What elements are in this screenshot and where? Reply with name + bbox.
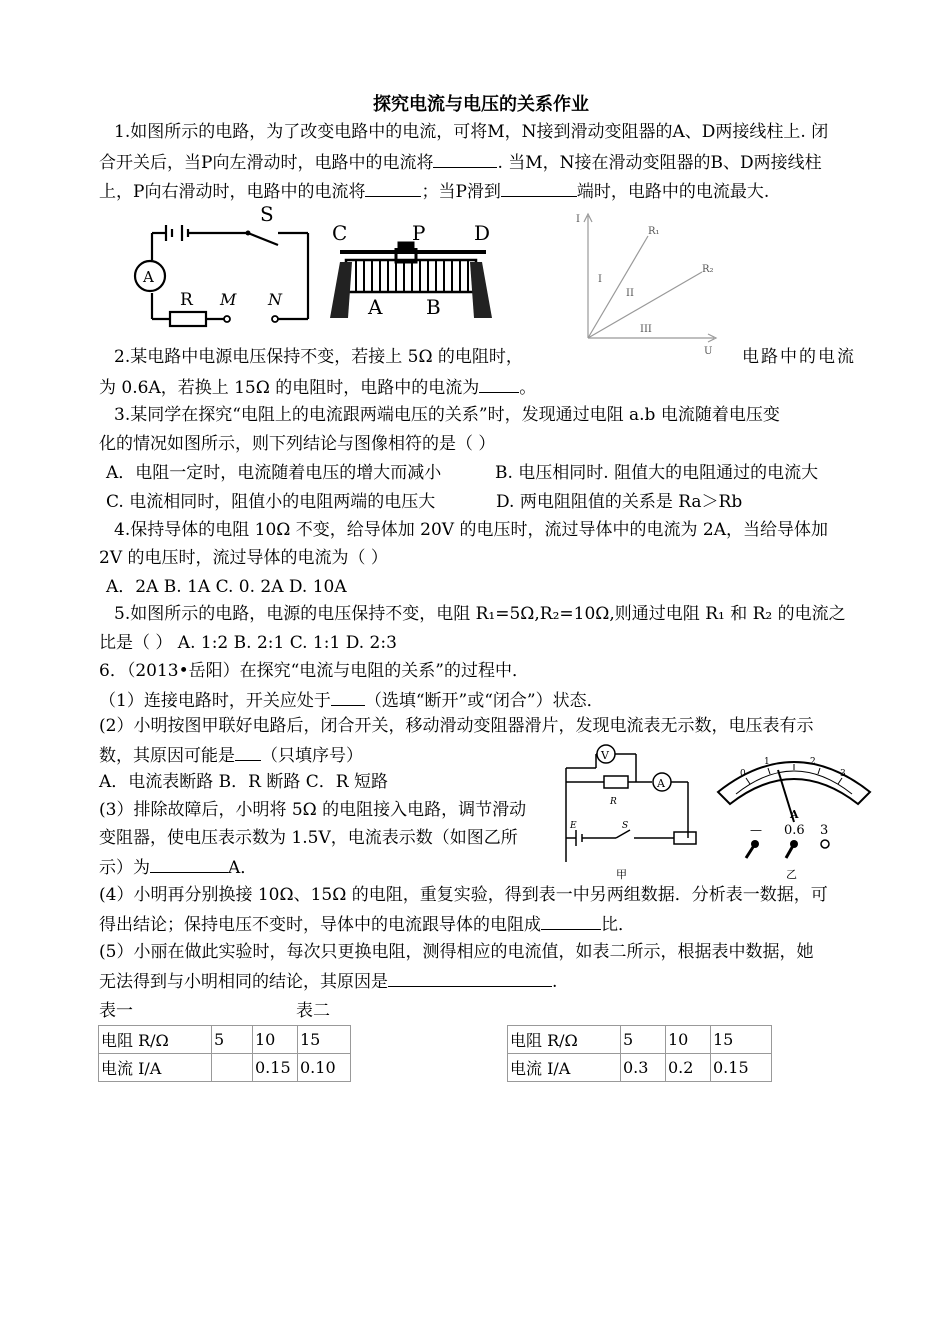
table-cell: 10 [253, 1026, 298, 1054]
graph-region-1-label: I [598, 274, 602, 285]
dial-scale-3: 3 [840, 769, 846, 779]
q5-line1: 5.如图所示的电路，电源的电压保持不变，电阻 R₁=5Ω,R₂=10Ω,则通过电阻 R₁ 和 R₂ 的电流之 [114, 604, 846, 624]
resistor-label: R [610, 797, 617, 807]
resistor-label: R [180, 290, 193, 310]
circuit-diagram-1 [128, 205, 318, 330]
terminal-m-label: M [220, 290, 237, 309]
q6-part3-line3 [99, 858, 257, 877]
q3-option-b: B. 电压相同时. 阻值大的电阻通过的电流大 [495, 463, 819, 483]
q6-part1 [99, 691, 604, 710]
slider-p-label: P [412, 222, 426, 245]
q3-line1: 3.某同学在探究“电阻上的电流跟两端电压的关系”时，发现通过电阻 a.b 电流随着电压变 [114, 405, 780, 425]
q6-part5-line1: (5）小丽在做此实验时，每次只更换电阻，测得相应的电流值，如表二所示，根据表中数据，她 [99, 942, 814, 962]
q6-part2-line2 [99, 746, 363, 765]
switch-label: S [622, 821, 629, 831]
terminal-n-label: N [268, 290, 282, 309]
switch-label: S [260, 205, 274, 226]
table-cell: 0.10 [298, 1054, 351, 1082]
q1-line3 [99, 182, 769, 201]
q2-line1-start: 2.某电路中电源电压保持不变，若接上 5Ω 的电阻时， [114, 347, 523, 367]
terminal-b-label: B [426, 295, 441, 319]
q6-part2-start: 数，其原因可能是 [99, 746, 235, 766]
graph-r2-label: R₂ [702, 264, 714, 275]
table-cell: 电阻 R/Ω [508, 1026, 621, 1054]
q6-part1-start: （1）连接电路时，开关应处于 [99, 691, 331, 711]
table-cell: 5 [212, 1026, 253, 1054]
answer-blank[interactable] [479, 378, 519, 393]
table-row [99, 1054, 351, 1082]
graph-region-3-label: III [640, 324, 652, 335]
answer-blank[interactable] [331, 691, 365, 706]
q1-line2-start: 合开关后，当P向左滑动时，电路中的电流将 [99, 153, 434, 173]
q6-part5-line2 [99, 972, 557, 991]
q2-line2-start: 为 0.6A，若换上 15Ω 的电阻时，电路中的电流为 [99, 378, 480, 398]
q5-line2: 比是（ ） A. 1:2 B. 2:1 C. 1:1 D. 2:3 [99, 633, 397, 653]
terminal-minus-label: — [750, 823, 762, 837]
table-two [507, 1025, 772, 1082]
ammeter-dial [710, 742, 880, 882]
q3-option-c: C. 电流相同时，阻值小的电阻两端的电压大 [106, 492, 436, 512]
q6-part5-end: . [552, 972, 558, 992]
q6-part5-start: 无法得到与小明相同的结论，其原因是 [99, 972, 388, 992]
q6-part2-options: A．电流表断路 B．R 断路 C．R 短路 [99, 772, 388, 792]
answer-blank[interactable] [150, 858, 228, 873]
terminal-a-label: A [368, 295, 383, 319]
figure-caption-yi: 乙 [786, 868, 797, 881]
iu-graph [568, 206, 728, 354]
q1-line3-mid: ；当P滑到 [421, 182, 501, 202]
q6-part2-end: （只填序号） [261, 746, 363, 766]
q3-option-d: D. 两电阻阻值的关系是 Ra＞Rb [496, 492, 743, 512]
graph-u-axis-label: U [704, 346, 713, 354]
terminal-3-label: 3 [820, 823, 829, 838]
q4-options: A．2A B. 1A C. 0. 2A D. 10A [106, 577, 347, 597]
q6-part4-line2 [99, 915, 635, 934]
table-cell: 电阻 R/Ω [99, 1026, 212, 1054]
q6-part3-end: A． [228, 858, 258, 878]
q3-line2: 化的情况如图所示，则下列结论与图像相符的是（ ） [99, 434, 496, 454]
source-label: E [570, 821, 577, 831]
q6-heading: 6．（2013•岳阳）在探究“电流与电阻的关系”的过程中． [99, 661, 529, 681]
answer-blank[interactable] [501, 182, 577, 197]
q4-line1: 4.保持导体的电阻 10Ω 不变，给导体加 20V 的电压时，流过导体中的电流为 2A，当给导体加 [114, 520, 828, 540]
figure-caption-jia: 甲 [616, 868, 627, 881]
answer-blank[interactable] [235, 746, 261, 761]
answer-blank[interactable] [365, 182, 421, 197]
q6-part4-start: 得出结论；保持电压不变时，导体中的电流跟导体的电阻成 [99, 915, 541, 935]
q2-line2-end: 。 [519, 378, 537, 398]
q2-line2 [99, 378, 536, 397]
graph-i-axis-label: I [576, 214, 580, 225]
q6-part3-line2: 变阻器，使电压表示数为 1.5V，电流表示数（如图乙所 [99, 828, 518, 848]
q6-part4-end: 比． [601, 915, 635, 935]
q6-part3-start: 示）为 [99, 858, 150, 878]
q1-line3-end: 端时，电路中的电流最大. [576, 182, 770, 202]
table-cell: 5 [621, 1026, 666, 1054]
table-cell: 0.15 [711, 1054, 772, 1082]
page-title: 探究电流与电压的关系作业 [373, 94, 589, 115]
q1-line2-end: . 当M，N接在滑动变阻器的B、D两接线柱 [497, 153, 822, 173]
answer-blank[interactable] [541, 915, 601, 930]
q1-line3-start: 上，P向右滑动时，电路中的电流将 [99, 182, 366, 202]
table-cell: 15 [298, 1026, 351, 1054]
table-cell: 0.3 [621, 1054, 666, 1082]
terminal-c-label: C [332, 222, 348, 245]
table1-label: 表一 [99, 1001, 133, 1021]
table-row [508, 1054, 772, 1082]
q1-line1: 1.如图所示的电路，为了改变电路中的电流，可将M，N接到滑动变阻器的A、D两接线柱上. 闭 [114, 122, 829, 142]
table-cell: 10 [666, 1026, 711, 1054]
q4-line2: 2V 的电压时，流过导体的电流为（ ） [99, 548, 388, 568]
q6-part4-line1: (4）小明再分别换接 10Ω、15Ω 的电阻，重复实验，得到表一中另两组数据．分析表一数据，可 [99, 885, 828, 905]
q6-part2-line1: (2）小明按图甲联好电路后，闭合开关，移动滑动变阻器滑片，发现电流表无示数，电压表有示 [99, 716, 814, 736]
q2-line1-end: 电路中的电流 [742, 347, 856, 367]
table-cell: 0.2 [666, 1054, 711, 1082]
ammeter-label: A [657, 777, 665, 790]
table-cell: 电流 I/A [99, 1054, 212, 1082]
rheostat-diagram [326, 222, 496, 320]
q1-line2 [99, 153, 822, 172]
terminal-d-label: D [474, 222, 491, 245]
table-cell: 电流 I/A [508, 1054, 621, 1082]
table2-label: 表二 [296, 1001, 330, 1021]
table-row [99, 1026, 351, 1054]
circuit-diagram-jia [556, 742, 706, 882]
answer-blank[interactable] [388, 972, 552, 987]
answer-blank[interactable] [433, 153, 497, 168]
dial-unit-label: A [790, 808, 799, 821]
terminal-06-label: 0.6 [784, 823, 805, 838]
graph-region-2-label: II [626, 288, 634, 299]
q6-part1-end: （选填“断开”或“闭合”）状态． [364, 691, 604, 711]
q3-option-a: A．电阻一定时，电流随着电压的增大而减小 [106, 463, 442, 483]
voltmeter-label: V [601, 749, 609, 762]
table-cell: 15 [711, 1026, 772, 1054]
dial-scale-1: 1 [764, 757, 770, 767]
table-row [508, 1026, 772, 1054]
table-cell [212, 1054, 253, 1082]
table-one [98, 1025, 351, 1082]
table-cell: 0.15 [253, 1054, 298, 1082]
dial-scale-0: 0 [740, 769, 746, 779]
q6-part3-line1: (3）排除故障后，小明将 5Ω 的电阻接入电路，调节滑动 [99, 800, 527, 820]
dial-scale-2: 2 [810, 757, 816, 767]
ammeter-label: A [143, 268, 154, 286]
graph-r1-label: R₁ [648, 226, 660, 237]
